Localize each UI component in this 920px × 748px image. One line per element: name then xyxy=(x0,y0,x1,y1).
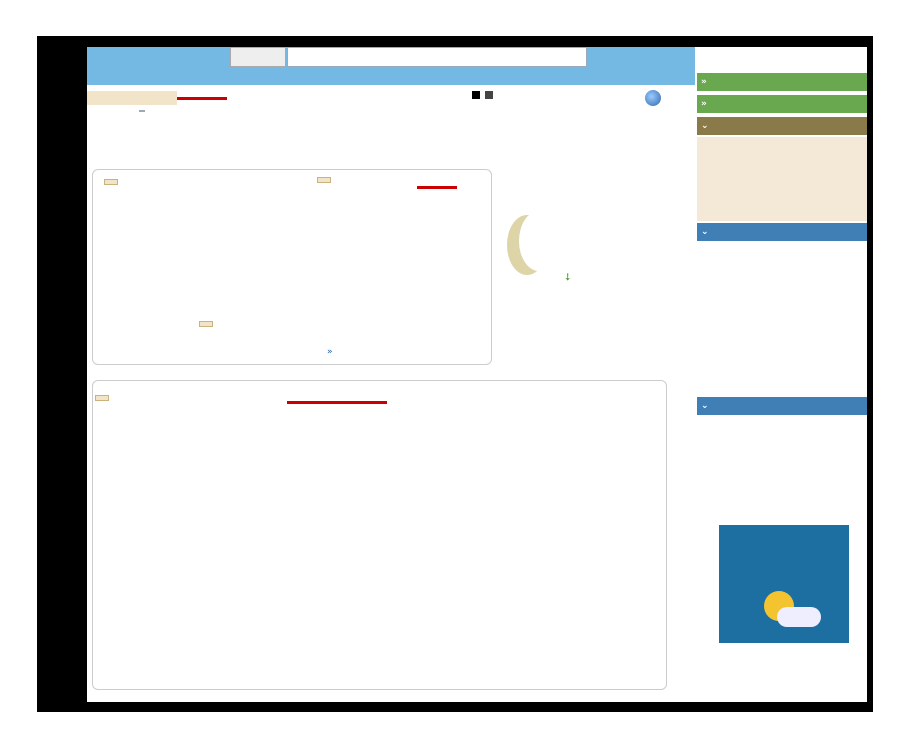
top-button[interactable] xyxy=(230,47,286,67)
current-header xyxy=(317,177,331,183)
sidebar-item-local[interactable] xyxy=(697,73,867,91)
forecast5-header xyxy=(95,395,109,401)
page xyxy=(87,47,867,702)
sidebar-history[interactable] xyxy=(697,223,867,241)
chevron-icon: » xyxy=(701,77,707,87)
weather-panel xyxy=(92,169,492,365)
wind-readout xyxy=(557,272,577,283)
arrow xyxy=(287,401,387,404)
chevron-icon: » xyxy=(701,99,707,109)
forecast10-link[interactable] xyxy=(199,321,213,327)
breadcrumb xyxy=(472,91,662,107)
moon-icon xyxy=(507,215,547,275)
globe-icon xyxy=(645,90,661,106)
map-links xyxy=(697,137,867,221)
chevron-down-icon: ⌄ xyxy=(701,121,709,131)
print-icon[interactable] xyxy=(472,91,480,99)
promo-banner[interactable] xyxy=(719,525,849,643)
share-icon[interactable] xyxy=(485,91,493,99)
sidebar-item-10day[interactable] xyxy=(697,95,867,113)
forecast-chart xyxy=(87,492,667,692)
cloud-icon xyxy=(777,607,821,627)
forecast3-header xyxy=(104,179,118,185)
settings-link[interactable] xyxy=(139,110,145,112)
sidebar-popular[interactable] xyxy=(697,397,867,415)
sidebar xyxy=(697,73,867,553)
search-input[interactable] xyxy=(287,47,587,67)
chevron-down-icon: ⌄ xyxy=(701,401,709,411)
wind-arrow-icon: ➘ xyxy=(560,270,575,285)
chevron-down-icon: ⌄ xyxy=(701,227,709,237)
arrow xyxy=(177,97,227,100)
top-bar xyxy=(87,47,695,85)
unit-toggle[interactable] xyxy=(87,91,177,105)
arrow xyxy=(417,186,457,189)
station-row: » xyxy=(327,347,333,357)
sidebar-item-maps[interactable] xyxy=(697,117,867,135)
